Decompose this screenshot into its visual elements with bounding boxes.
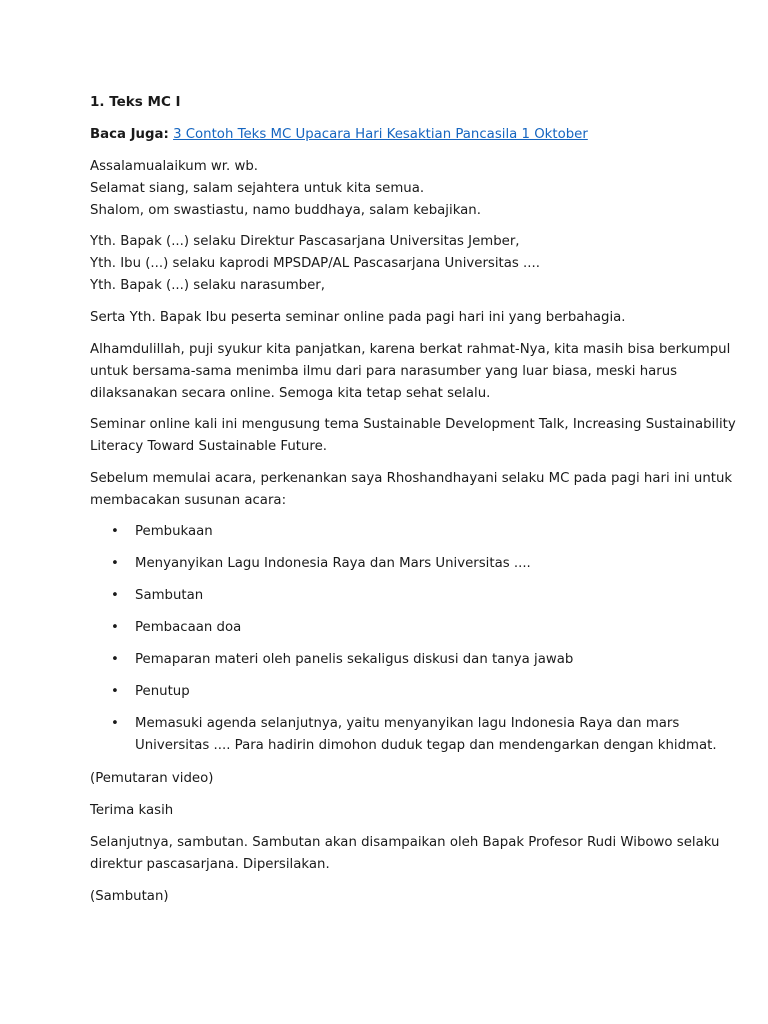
paragraph-line: Selanjutnya, sambutan. Sambutan akan disampaikan oleh Bapak Profesor Rudi Wibowo selaku (90, 835, 720, 850)
agenda-item-line: Memasuki agenda selanjutnya, yaitu menyanyikan lagu Indonesia Raya dan mars (135, 716, 680, 731)
baca-juga-label: Baca Juga: (90, 127, 169, 142)
paragraph-line: Literacy Toward Sustainable Future. (90, 438, 327, 454)
bullet-icon: • (111, 556, 119, 571)
agenda-item-line: Universitas .... Para hadirin dimohon duduk tegap dan mendengarkan dengan khidmat. (135, 737, 717, 753)
serta-paragraph: Serta Yth. Bapak Ibu peserta seminar online pada pagi hari ini yang berbahagia. (90, 310, 626, 325)
bullet-icon: • (111, 716, 119, 731)
paragraph-line: membacakan susunan acara: (90, 492, 287, 508)
agenda-item-text: Pemaparan materi oleh panelis sekaligus diskusi dan tanya jawab (135, 652, 574, 667)
bullet-icon: • (111, 684, 119, 699)
pemutaran-paragraph: (Pemutaran video) (90, 771, 214, 786)
section-heading: 1. Teks MC I (90, 94, 181, 110)
paragraph-line: Sebelum memulai acara, perkenankan saya Rhoshandhayani selaku MC pada pagi hari ini untuk (90, 471, 733, 486)
agenda-item-text (135, 713, 717, 757)
paragraph-line: direktur pascasarjana. Dipersilakan. (90, 856, 330, 872)
agenda-item-text: Sambutan (135, 588, 204, 603)
terima-kasih-paragraph: Terima kasih (90, 803, 174, 818)
addressee-line: Yth. Bapak (...) selaku Direktur Pascasarjana Universitas Jember, (90, 234, 520, 249)
bullet-icon: • (111, 524, 119, 539)
paragraph-line: untuk bersama-sama menimba ilmu dari para narasumber yang luar biasa, meski harus (90, 363, 678, 379)
bullet-icon: • (111, 652, 119, 667)
addressee-line: Yth. Ibu (...) selaku kaprodi MPSDAP/AL Pascasarjana Universitas .... (90, 255, 540, 271)
sebelum-paragraph (90, 468, 732, 512)
greeting-line: Shalom, om swastiastu, namo buddhaya, salam kebajikan. (90, 202, 481, 218)
agenda-item-text: Penutup (135, 684, 190, 699)
agenda-item-text: Menyanyikan Lagu Indonesia Raya dan Mars Universitas .... (135, 556, 531, 571)
baca-juga-line (90, 124, 588, 146)
sambutan-paragraph: (Sambutan) (90, 889, 169, 904)
selanjutnya-paragraph (90, 832, 719, 876)
baca-juga-link[interactable]: 3 Contoh Teks MC Upacara Hari Kesaktian Pancasila 1 Oktober (173, 127, 588, 142)
greetings-paragraph (90, 156, 481, 221)
paragraph-line: dilaksanakan secara online. Semoga kita tetap sehat selalu. (90, 385, 491, 401)
alhamdulillah-paragraph (90, 339, 730, 404)
greeting-line: Assalamualaikum wr. wb. (90, 159, 259, 174)
seminar-paragraph (90, 414, 736, 458)
bullet-icon: • (111, 620, 119, 635)
greeting-line: Selamat siang, salam sejahtera untuk kita semua. (90, 180, 425, 196)
agenda-item-text: Pembacaan doa (135, 620, 242, 635)
bullet-icon: • (111, 588, 119, 603)
paragraph-line: Seminar online kali ini mengusung tema Sustainable Development Talk, Increasing Sustainability (90, 417, 736, 432)
agenda-item-text: Pembukaan (135, 524, 213, 539)
paragraph-line: Alhamdulillah, puji syukur kita panjatkan, karena berkat rahmat-Nya, kita masih bisa berkumpul (90, 342, 731, 357)
addressee-line: Yth. Bapak (...) selaku narasumber, (90, 277, 325, 293)
addressees-paragraph (90, 231, 540, 296)
